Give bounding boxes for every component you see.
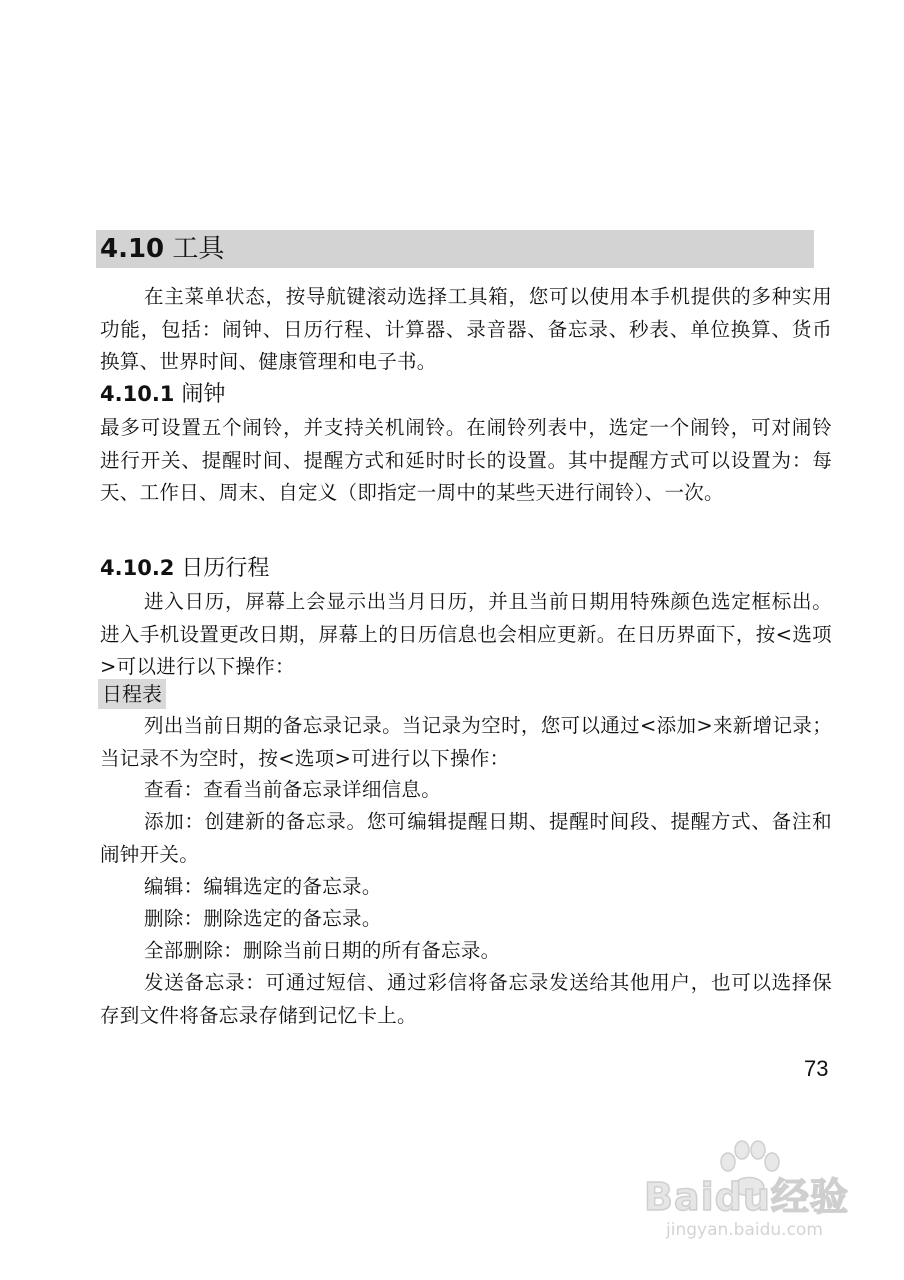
list-item: 发送备忘录：可通过短信、通过彩信将备忘录发送给其他用户，也可以选择保存到文件将备忘录存储到记忆卡上。 <box>100 971 832 1027</box>
item-desc: 删除选定的备忘录。 <box>203 907 382 930</box>
list-item: 删除：删除选定的备忘录。 <box>144 907 382 930</box>
item-term: 添加 <box>144 810 185 833</box>
list-item: 添加：创建新的备忘录。您可编辑提醒日期、提醒时间段、提醒方式、备注和闹钟开关。 <box>100 810 832 866</box>
item-term: 全部删除 <box>144 939 224 962</box>
list-item: 查看：查看当前备忘录详细信息。 <box>144 778 442 801</box>
alarm-title: 闹钟 <box>181 382 226 407</box>
watermark-logo: Baidu经验 <box>644 1175 849 1219</box>
item-term: 删除 <box>144 907 184 930</box>
item-desc: 删除当前日期的所有备忘录。 <box>243 939 501 962</box>
alarm-number: 4.10.1 <box>100 382 175 406</box>
schedule-intro: 列出当前日期的备忘录记录。当记录为空时，您可以通过<添加>来新增记录；当记录不为空时，按<选项>可进行以下操作： <box>100 714 832 770</box>
calendar-paragraph: 进入日历，屏幕上会显示出当月日历，并且当前日期用特殊颜色选定框标出。进入手机设置更改日期，屏幕上的日历信息也会相应更新。在日历界面下，按<选项>可以进行以下操作： <box>100 590 832 678</box>
section-number: 4.10 <box>100 234 165 264</box>
item-desc: 编辑选定的备忘录。 <box>203 875 382 898</box>
item-term: 查看 <box>144 778 184 801</box>
page-number: 73 <box>804 1056 829 1081</box>
item-term: 发送备忘录 <box>144 971 246 994</box>
schedule-label: 日程表 <box>98 679 166 709</box>
list-item: 全部删除：删除当前日期的所有备忘录。 <box>144 939 501 962</box>
item-term: 编辑 <box>144 875 184 898</box>
list-item: 编辑：编辑选定的备忘录。 <box>144 875 382 898</box>
section-heading <box>100 233 224 265</box>
baidu-watermark <box>628 1140 868 1250</box>
item-desc: 可通过短信、通过彩信将备忘录发送给其他用户，也可以选择保存到文件将备忘录存储到记忆卡上。 <box>100 971 832 1027</box>
calendar-number: 4.10.2 <box>100 556 175 580</box>
alarm-paragraph: 最多可设置五个闹铃，并支持关机闹铃。在闹铃列表中，选定一个闹铃，可对闹铃进行开关、提醒时间、提醒方式和延时时长的设置。其中提醒方式可以设置为：每天、工作日、周末、自定义（即指定一周中的某些天进行闹铃）、一次。 <box>100 416 832 504</box>
item-desc: 查看当前备忘录详细信息。 <box>203 778 442 801</box>
watermark-url: jingyan.baidu.com <box>666 1220 823 1240</box>
section-title: 工具 <box>172 234 225 264</box>
alarm-heading <box>100 379 225 410</box>
calendar-heading <box>100 553 269 584</box>
intro-paragraph: 在主菜单状态，按导航键滚动选择工具箱，您可以使用本手机提供的多种实用功能，包括：闹钟、日历行程、计算器、录音器、备忘录、秒表、单位换算、货币换算、世界时间、健康管理和电子书。 <box>100 285 832 373</box>
calendar-title: 日历行程 <box>181 556 270 581</box>
item-desc: 创建新的备忘录。您可编辑提醒日期、提醒时间段、提醒方式、备注和闹钟开关。 <box>100 810 832 866</box>
